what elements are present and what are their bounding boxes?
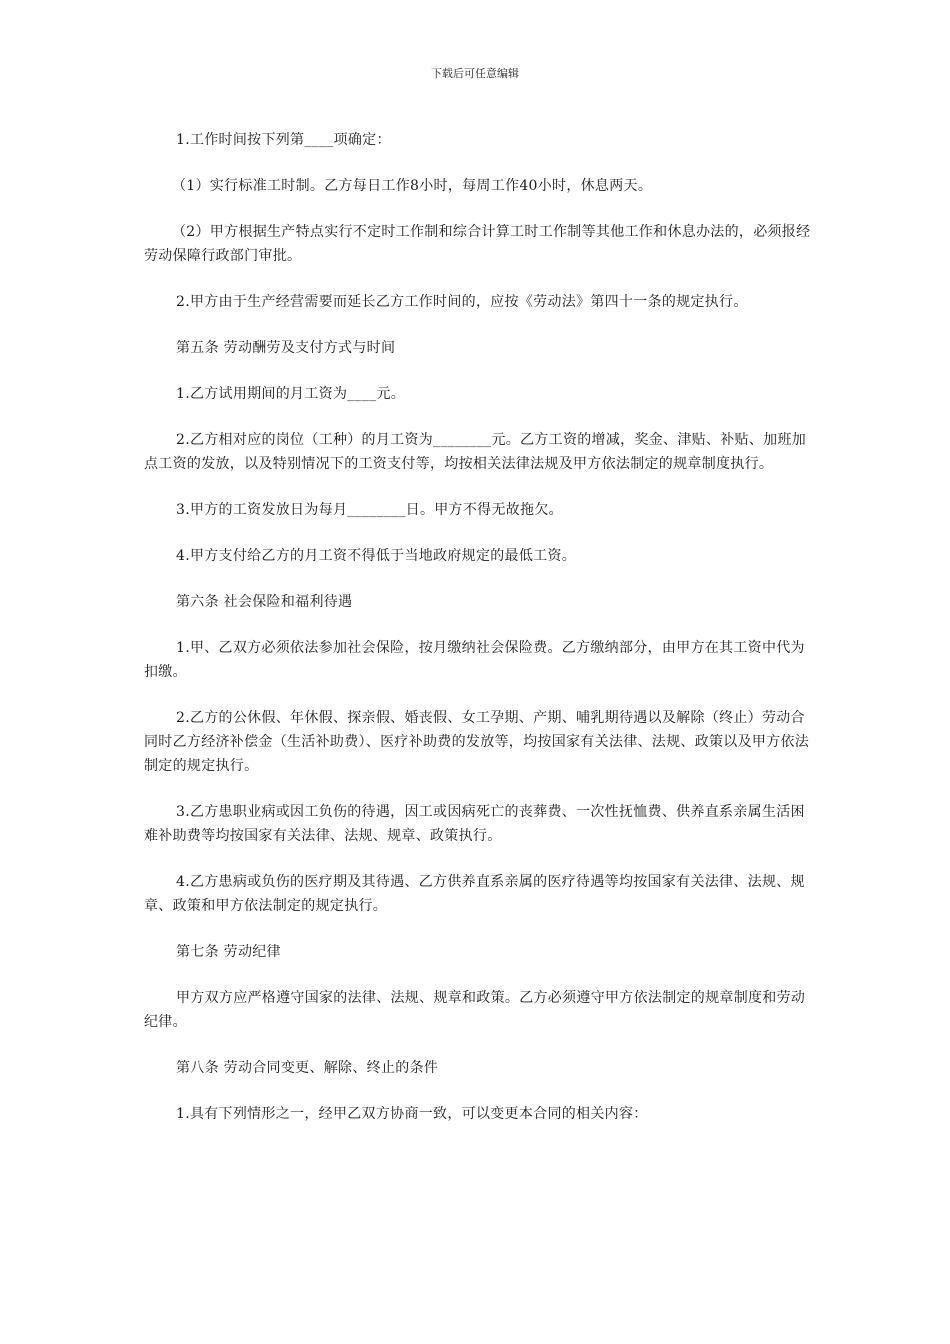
section-heading-8: 第八条 劳动合同变更、解除、终止的条件 <box>176 1060 439 1076</box>
clause-flexible-hours: （2）甲方根据生产特点实行不定时工作制和综合计算工时工作制等其他工作和休息办法的，必须报经劳动保障行政部门审批。 <box>144 224 811 264</box>
clause-contract-change: 1.具有下列情形之一，经甲乙双方协商一致，可以变更本合同的相关内容： <box>176 1106 648 1122</box>
clause-leave-benefits: 2.乙方的公休假、年休假、探亲假、婚丧假、女工孕期、产期、哺乳期待遇以及解除（终止）劳动合同时乙方经济补偿金（生活补助费）、医疗补助费的发放等，均按国家有关法律、法规、政策以及甲方依法制定的规定执行。 <box>144 710 810 774</box>
clause-overtime: 2.甲方由于生产经营需要而延长乙方工作时间的，应按《劳动法》第四十一条的规定执行。 <box>176 294 748 310</box>
clause-minimum-wage: 4.甲方支付给乙方的月工资不得低于当地政府规定的最低工资。 <box>176 548 577 564</box>
clause-work-hours: 1.工作时间按下列第____项确定： <box>176 132 391 148</box>
document-body <box>144 128 814 1148</box>
section-heading-7: 第七条 劳动纪律 <box>176 944 281 960</box>
clause-occupational-injury: 3.乙方患职业病或因工负伤的待遇，因工或因病死亡的丧葬费、一次性抚恤费、供养直系亲属生活困难补助费等均按国家有关法律、法规、规章、政策执行。 <box>144 804 805 844</box>
clause-labor-discipline: 甲方双方应严格遵守国家的法律、法规、规章和政策。乙方必须遵守甲方依法制定的规章制度和劳动纪律。 <box>144 990 806 1030</box>
clause-position-salary: 2.乙方相对应的岗位（工种）的月工资为________元。乙方工资的增减，奖金、津贴、补贴、加班加点工资的发放，以及特别情况下的工资支付等，均按相关法律法规及甲方依法制定的规章制度执行。 <box>144 432 807 472</box>
clause-payday: 3.甲方的工资发放日为每月________日。甲方不得无故拖欠。 <box>176 502 563 518</box>
section-heading-6: 第六条 社会保险和福利待遇 <box>176 594 353 610</box>
clause-social-insurance: 1.甲、乙双方必须依法参加社会保险，按月缴纳社会保险费。乙方缴纳部分，由甲方在其工资中代为扣缴。 <box>144 640 805 680</box>
clause-medical-period: 4.乙方患病或负伤的医疗期及其待遇、乙方供养直系亲属的医疗待遇等均按国家有关法律、法规、规章、政策和甲方依法制定的规定执行。 <box>144 874 805 914</box>
clause-standard-hours: （1）实行标准工时制。乙方每日工作8小时，每周工作40小时，休息两天。 <box>172 178 653 194</box>
section-heading-5: 第五条 劳动酬劳及支付方式与时间 <box>176 340 396 356</box>
page-header: 下载后可任意编辑 <box>431 67 519 80</box>
clause-probation-salary: 1.乙方试用期间的月工资为____元。 <box>176 386 406 402</box>
